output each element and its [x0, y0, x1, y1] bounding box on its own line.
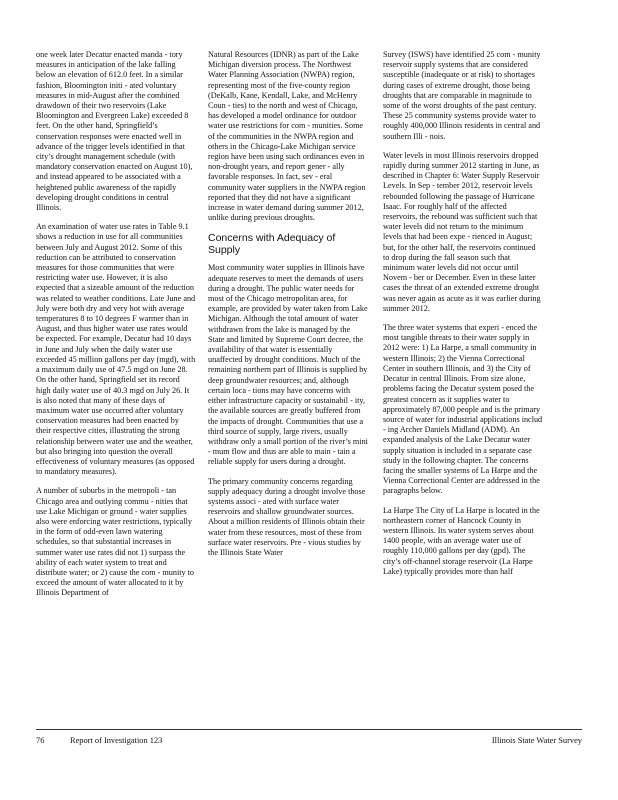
run-in-text: The City of La Harpe is located in the northeastern corner of Hancock County in western Illinois. Its water system serves about 1400 people, with an average water use of roughly 110,000 gallons per day (gpd). The city’s off-channel storage reservoir (La Harpe Lake) typically provides more than half [383, 505, 540, 576]
paragraph: Survey (ISWS) have identified 25 com - munity reservoir supply systems that are considered susceptible (inadequate or at risk) to shortages during cases of extreme drought, those being droughts that are comparable in magnitude to some of the worst droughts of the past century. These 25 community systems provide water to roughly 400,000 Illinois residents in central and southern Illi - nois. [383, 50, 541, 141]
page-number: 76 [36, 736, 45, 745]
text-column-2 [208, 50, 368, 567]
footer-divider [36, 729, 582, 730]
paragraph: An examination of water use rates in Table 9.1 shows a reduction in use for all communities between July and August 2012. Some of this reduction can be attributed to conservation measures for those communities that were restricting water use. However, it is also expected that a sizeable amount of the reduction was related to weather conditions. Late June and July were both dry and very hot with average temperatures 8 to 10 degrees F warmer than in August, and thus higher water use rates would be expected. For example, Decatur had 10 days in June and July when the daily water use exceeded 45 million gallons per day (mgd), with a maximum daily use of 47.5 mgd on June 28. On the other hand, Springfield set its record high daily water use of 40.3 mgd on July 26. It is also noted that many of these days of maximum water use occurred after voluntary conservation measures had been enacted by their respective cities, illustrating the strong relationship between water use and the weather, but also bringing into question the overall effectiveness of voluntary measures (as opposed to mandatory measures). [36, 222, 196, 477]
paragraph: Most community water supplies in Illinois have adequate reserves to meet the demands of users during a drought. The public water needs for most of the Chicago metropolitan area, for example, are provided by water taken from Lake Michigan. Although the total amount of water withdrawn from the lake is managed by the State and limited by Supreme Court decree, the availability of that water is essentially unaffected by drought conditions. Much of the remaining northern part of Illinois is supplied by deep groundwater resources; and, although certain loca - tions may have concerns with either infrastructure capacity or sustainabil - ity, the available sources are greatly buffered from the impacts of drought. Communities that use a third source of supply, large rivers, usually withdraw only a small portion of the river’s mini - mum flow and thus are able to main - tain a reliable supply for users during a drought. [208, 263, 368, 467]
run-in-heading: La Harpe [383, 505, 414, 515]
paragraph: The primary community concerns regarding supply adequacy during a drought involve those systems associ - ated with surface water reservoirs and shallow groundwater sources. About a million residents of Illinois obtain their water from these resources, most of these from surface water reservoirs. Pre - vious studies by the Illinois State Water [208, 476, 366, 557]
paragraph: Natural Resources (IDNR) as part of the Lake Michigan diversion process. The Northwest Water Planning Association (NWPA) region, representing most of the five-county region (DeKalb, Kane, Kendall, Lake, and McHenry Coun - ties) to the north and west of Chicago, has developed a model ordinance for outdoor water use restrictions for com - munities. Some of the communities in the NWPA region and others in the Chicago-Lake Michigan service region have been using such ordinances even in non-drought years, and report gener - ally favorable responses. In fact, sev - eral community water suppliers in the NWPA region reported that they did not have a significant increase in water demand during summer 2012, unlike during previous droughts. [208, 50, 366, 223]
paragraph [383, 506, 543, 577]
paragraph: The three water systems that experi - enced the most tangible threats to their water supply in 2012 were: 1) La Harpe, a small community in western Illinois; 2) the Vienna Correctional Center in southern Illinois, and 3) the City of Decatur in central Illinois. From size alone, problems facing the Decatur system posed the greatest concern as it supplies water to approximately 87,000 people and is the primary source of water for industrial applications includ - ing Archer Daniels Midland (ADM). An expanded analysis of the Lake Decatur water supply situation is included in a separate case study in the following chapter. The concerns facing the smaller systems of La Harpe and the Vienna Correctional Center are addressed in the paragraphs below. [383, 323, 543, 496]
footer-report-title: Report of Investigation 123 [70, 736, 163, 745]
paragraph: Water levels in most Illinois reservoirs dropped rapidly during summer 2012 starting in June, as described in Chapter 6: Water Supply Reservoir Levels. In Sep - tember 2012, reservoir levels rebounded following the passage of Hurricane Isaac. For roughly half of the affected reservoirs, the rebound was sufficient such that water levels did not return to the minimum levels that had been expe - rienced in August; but, for the other half, the reservoirs continued to drop during the fall season such that minimum water levels did not occur until Novem - ber or December. Even in these latter cases the threat of an extended extreme drought was never again as acute as it was earlier during summer 2012. [383, 150, 541, 313]
paragraph: A number of suburbs in the metropoli - tan Chicago area and outlying commu - nities that use Lake Michigan or ground - water supplies also were enforcing water restrictions, typically in the form of odd-even lawn watering schedules, so that substantial increases in summer water use rates did not 1) surpass the ability of each water system to treat and distribute water; or 2) cause the com - munity to exceed the amount of water allocated to it by Illinois Department of [36, 486, 195, 598]
paragraph: one week later Decatur enacted manda - tory measures in anticipation of the lake falling below an elevation of 612.0 feet. In a similar fashion, Bloomington initi - ated voluntary measures in mid-August after the combined drawdown of their two reservoirs (Lake Bloomington and Evergreen Lake) exceeded 8 feet. On the other hand, Springfield’s conservation responses were enacted well in advance of the trigger levels identified in that city’s drought management schedule (with mandatory conservation enacted on August 10), and instead appeared to be associated with a heightened public awareness of the rapidly developing drought conditions in central Illinois. [36, 50, 193, 213]
text-column-3 [383, 50, 543, 586]
section-heading: Concerns with Adequacy of Supply [208, 232, 336, 257]
text-column-1 [36, 50, 196, 608]
footer-publisher: Illinois State Water Survey [491, 736, 582, 745]
